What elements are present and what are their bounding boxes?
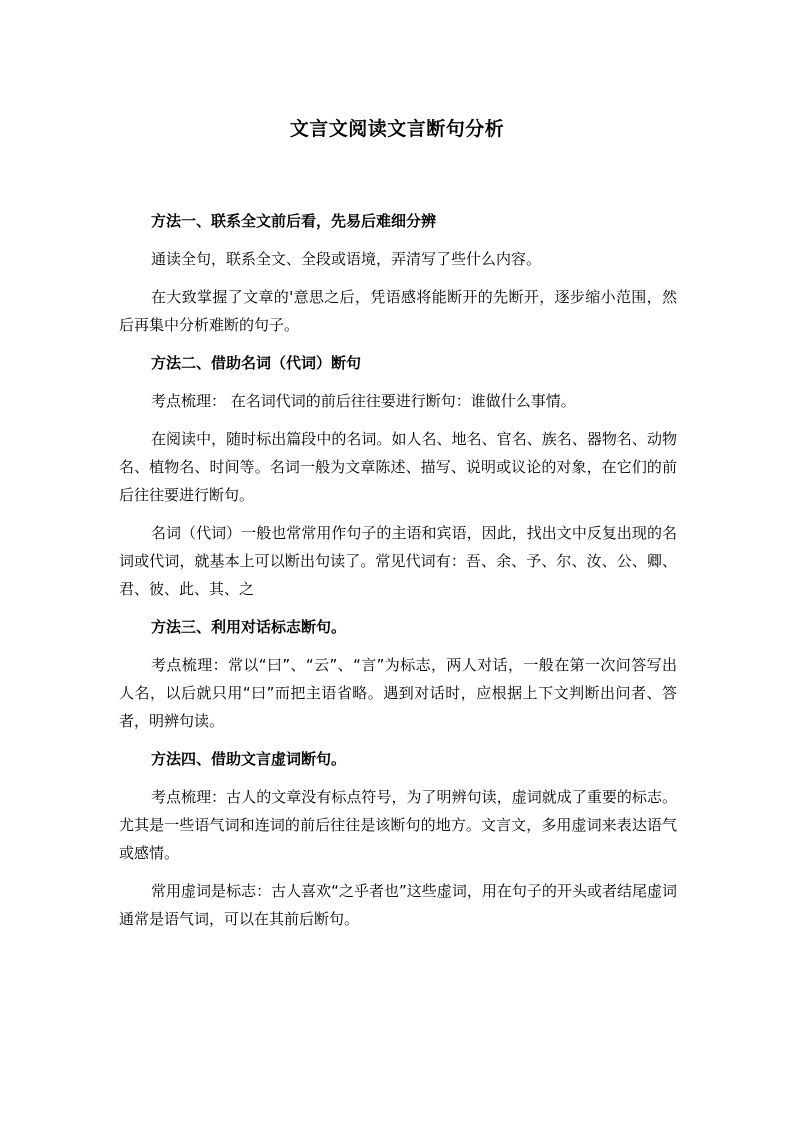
section-heading-1: 方法一、联系全文前后看，先易后难细分辨: [151, 212, 437, 230]
section-heading-4: 方法四、借助文言虚词断句。: [151, 750, 347, 768]
paragraph: 考点梳理：常以“曰”、“云”、“言”为标志，两人对话，一般在第一次问答写出人名，以后就只用“曰”而把主语省略。遇到对话时，应根据上下文判断出问者、答者，明辨句读。: [119, 656, 677, 730]
section-heading-2: 方法二、借助名词（代词）断句: [151, 354, 362, 372]
paragraph: 在阅读中，随时标出篇段中的名词。如人名、地名、官名、族名、器物名、动物名、植物名、时间等。名词一般为文章陈述、描写、说明或议论的对象，在它们的前后往往要进行断句。: [119, 430, 677, 504]
paragraph: 在大致掌握了文章的'意思之后，凭语感将能断开的先断开，逐步缩小范围，然后再集中分析难断的句子。: [119, 288, 677, 334]
paragraph: 通读全句，联系全文、全段或语境，弄清写了些什么内容。: [151, 250, 542, 268]
paragraph: 常用虚词是标志：古人喜欢“之乎者也”这些虚词，用在句子的开头或者结尾虚词通常是语气词，可以在其前后断句。: [119, 882, 677, 928]
paragraph: 考点梳理：古人的文章没有标点符号，为了明辨句读，虚词就成了重要的标志。尤其是一些语气词和连词的前后往往是该断句的地方。文言文，多用虚词来表达语气或感情。: [119, 788, 677, 862]
document-body: [119, 207, 677, 943]
section-heading-3: 方法三、利用对话标志断句。: [151, 618, 347, 636]
document-title: 文言文阅读文言断句分析: [289, 118, 505, 140]
paragraph: 名词（代词）一般也常常用作句子的主语和宾语，因此，找出文中反复出现的名词或代词，就基本上可以断出句读了。常见代词有：吾、余、予、尔、汝、公、卿、君、彼、此、其、之: [119, 524, 677, 598]
paragraph: 考点梳理： 在名词代词的前后往往要进行断句：谁做什么事情。: [151, 392, 576, 410]
